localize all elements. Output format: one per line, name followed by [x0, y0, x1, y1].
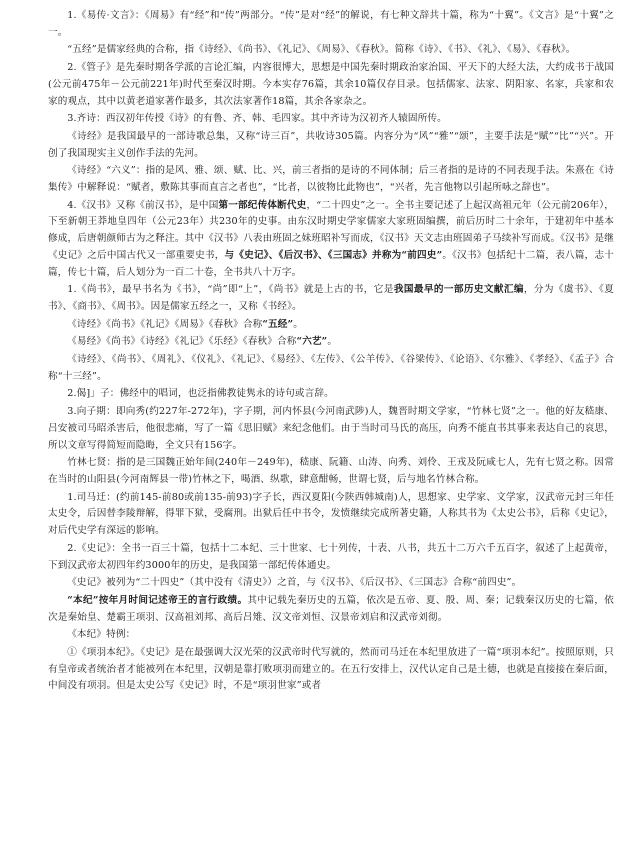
paragraph-simaqian: 1.司马迁：(约前145-前80或前135-前93)字子长，西汉夏阳(今陕西韩城南)人，思想家、史学家、文学家，汉武帝元封三年任太史令，后因替李陵辩解，得罪下狱，受腐刑。出狱后任中书令，发愤继续完成所著史籍，人称其书为《太史公书》，后称《史记》，对后代史学有深远的影响。 — [48, 491, 614, 537]
bold-text: 第一部纪传体断代史 — [218, 199, 307, 211]
bold-text: 与《史记》、《后汉书》、《三国志》并称为“前四史” — [224, 249, 443, 261]
text-run: ，“二十四史”之一。全书主要记述了上起汉高祖元年（公元前206年），下至新朝王莽地皇四年（公元23年）共230年的史事。由东汉时期史学家儒家大家班固编撰，前后历时二十余年，于建初年中基本修成，后唐朝颜师古为之释注。其中《汉书》八表由班固之妹班昭补写而成，《汉书》天文志由班固弟子马续补写而成。《汉书》是继《史记》之后中国古代又一部重要史书， — [48, 199, 615, 261]
bold-text: “本纪”按年月时间记述帝王的言行政绩。 — [67, 594, 248, 606]
bold-text: “六艺” — [296, 336, 328, 348]
text-run: 《易经》《尚书》《诗经》《礼记》《乐经》《春秋》合称 — [67, 336, 297, 348]
text-run: 《诗经》《尚书》《礼记》《周易》《春秋》合称 — [67, 318, 263, 330]
paragraph-zhulinqixian: 竹林七贤：指的是三国魏正始年间(240年－249年)，嵇康、阮籍、山涛、向秀、刘伶、王戎及阮咸七人，先有七贤之称。因常在当时的山阳县(今河南辉县一带)竹林之下，喝酒、纵歌，肆意酣畅，世谓七贤，后与地名竹林合称。 — [48, 457, 614, 485]
bold-text: “五经” — [262, 318, 294, 330]
text-run: 。《汉书》包括纪十二篇，表八篇，志十篇，传七十篇，后人划分为一百二十卷，全书共八十万字。 — [48, 249, 614, 278]
paragraph-wujing: “五经”是儒家经典的合称，指《诗经》、《尚书》、《礼记》、《周易》、《春秋》。简称《诗》、《书》、《礼》、《易》、《春秋》。 — [67, 44, 576, 56]
paragraph-wujing-list — [48, 317, 614, 334]
paragraph-liuyi: 《诗经》“六义”：指的是风、雅、颂、赋、比、兴，前三者指的是诗的不同体制；后三者指的是诗的不同表现手法。朱熹在《诗集传》中解释说：“赋者，敷陈其事而直言之者也”，“比者，以彼物比此物也”，“兴者，先言他物以引起所咏之辞也”。 — [48, 165, 614, 194]
paragraph-liuyi-list — [48, 334, 614, 351]
text-run: 4.《汉书》又称《前汉书》，是中国 — [67, 199, 219, 211]
paragraph-qiansishi: 《史记》被列为“二十四史”（其中没有《清史》）之首，与《汉书》、《后汉书》、《三国志》合称“前四史”。 — [67, 577, 522, 589]
text-run: 1.《尚书》，最早书名为《书》，“尚”即“上”，《尚书》就是上古的书，它是 — [67, 284, 394, 296]
paragraph-benji-teli: 《本纪》特例： — [67, 629, 136, 641]
text-run: 其中记载先秦历史的五篇，依次是五帝、夏、殷、周、秦；记载秦汉历史的七篇，依次是秦始皇、楚霸王项羽、汉高祖刘邦、高后吕雉、汉文帝刘恒、汉景帝刘启和汉武帝刘彻。 — [48, 594, 614, 623]
text-run: ，分为《虞书》、《夏书》、《商书》、《周书》。因是儒家五经之一，又称《书经》。 — [48, 284, 615, 312]
paragraph-xiangyu: ①《项羽本纪》。《史记》是在最强调大汉光荣的汉武帝时代写就的，然而司马迁在本纪里放进了一篇“项羽本纪”。按照原则，只有皇帝或者统治者才能被列在本纪里，汉朝是靠打败项羽而建立的。在五行安排上，汉代认定自己是土德，也就是直接接在秦后面，中间没有项羽。但是太史公写《史记》时，不是“项羽世家”或者 — [48, 647, 614, 692]
paragraph-jizi: 2.偈]」子：佛经中的唱词，也泛指佛教徒隽永的诗句或言辞。 — [67, 388, 334, 400]
paragraph-xiangziqi: 3.向子期：即向秀(约227年-272年)，字子期，河内怀县(今河南武陟)人，魏晋时期文学家，“竹林七贤”之一。他的好友嵇康、吕安被司马昭杀害后，他很悲痛，写了一篇《思旧赋》来纪念他们。由于当时司马氏的高压，向秀不能直书其事来表达自己的哀思，所以文章写得简短而隐晦，全文只有156字。 — [48, 406, 614, 451]
bold-text: 我国最早的一部历史文献汇编 — [393, 284, 524, 296]
text-run: 。 — [327, 336, 338, 348]
paragraph-shiji: 2.《史记》：全书一百三十篇，包括十二本纪、三十世家、七十列传，十表、八书，共五十二万六千五百字，叙述了上起黄帝，下到汉武帝太初四年约3000年的历史，是我国第一部纪传体通史。 — [48, 542, 614, 571]
paragraph-guanzi: 2.《管子》是先秦时期各学派的言论汇编，内容很博大，思想是中国先秦时期政治家治国、平天下的大经大法，大约成书于战国(公元前475年－公元前221年)时代至秦汉时期。今本实存76篇，其余10篇仅存目录。包括儒家、法家、阴阳家、名家，兵家和农家的观点，其中以黄老道家著作最多，其次法家著作18篇，其余各家杂之。 — [48, 62, 614, 107]
document-body — [48, 8, 614, 696]
text-run: 。 — [293, 318, 303, 330]
paragraph-qishi: 3.齐诗：西汉初年传授《诗》的有鲁、齐、韩、毛四家。其中齐诗为汉初齐人辕固所传。 — [67, 113, 447, 125]
paragraph-shisanjing: 《诗经》、《尚书》、《周礼》、《仪礼》、《礼记》、《易经》、《左传》、《公羊传》、《谷梁传》、《论语》、《尔雅》、《孝经》、《孟子》合称“十三经”。 — [48, 354, 614, 382]
paragraph-shangshu — [48, 282, 614, 315]
paragraph-wenyan: 1.《易传·文言》：《周易》有“经”和“传”两部分。“传”是对“经”的解说，有七种文辞共十篇，称为“十翼”。《文言》是“十翼”之一。 — [48, 10, 614, 38]
paragraph-hanshu — [48, 198, 614, 282]
paragraph-shijing: 《诗经》是我国最早的一部诗歌总集，又称“诗三百”，共收诗305篇。内容分为“风”“雅”“颂”，主要手法是“赋”“比”“兴”。开创了我国现实主义创作手法的先河。 — [48, 130, 614, 159]
paragraph-benji — [48, 593, 614, 626]
